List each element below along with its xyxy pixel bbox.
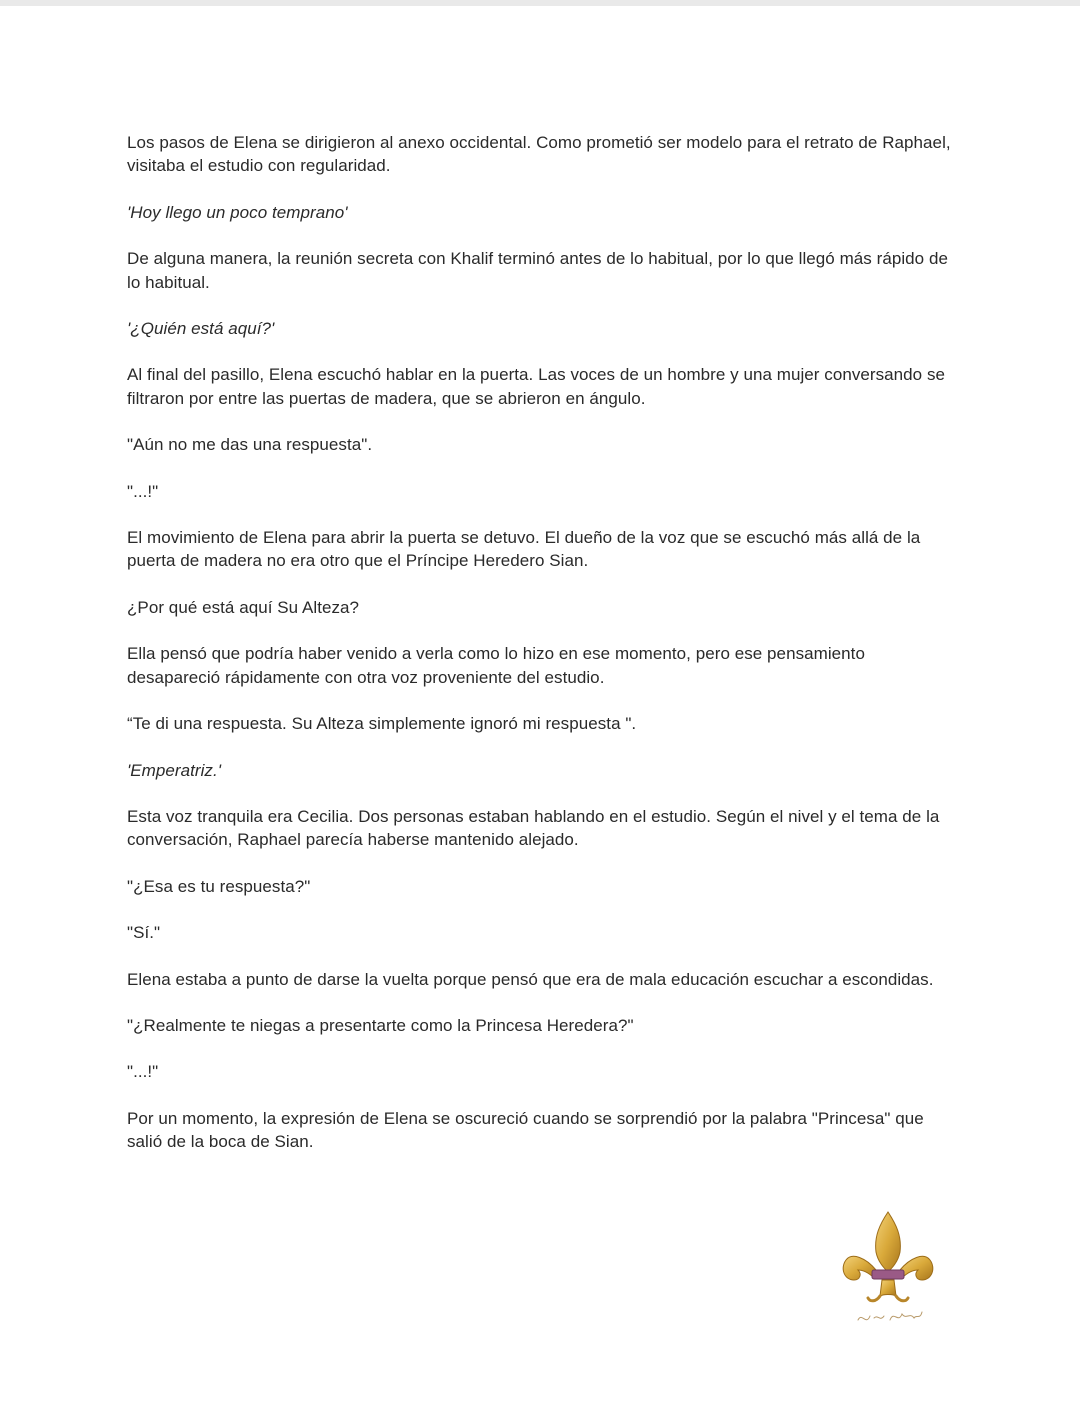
paragraph: De alguna manera, la reunión secreta con Khalif terminó antes de lo habitual, por lo que llegó más rápido de lo habitual.	[127, 249, 948, 292]
paragraph: Al final del pasillo, Elena escuchó hablar en la puerta. Las voces de un hombre y una mujer conversando se filtraron por entre las puertas de madera, que se abrieron en ángulo.	[127, 365, 946, 408]
paragraph: Por un momento, la expresión de Elena se oscureció cuando se sorprendió por la palabra "Princesa" que salió de la boca de Sian.	[127, 1108, 924, 1152]
paragraph: "¿Realmente te niegas a presentarte como la Princesa Heredera?"	[127, 1015, 634, 1035]
top-edge-bar	[0, 0, 1080, 6]
paragraph: Ella pensó que podría haber venido a verla como lo hizo en ese momento, pero ese pensamiento desapareció rápidamente con otra voz proveniente del estudio.	[127, 644, 865, 687]
watermark	[836, 1208, 940, 1332]
paragraph: 'Hoy llego un poco temprano'	[127, 202, 348, 222]
document-body	[127, 131, 957, 1177]
paragraph: ¿Por qué está aquí Su Alteza?	[127, 597, 360, 617]
paragraph: “Te di una respuesta. Su Alteza simplemente ignoró mi respuesta ".	[127, 714, 637, 734]
paragraph: Esta voz tranquila era Cecilia. Dos personas estaban hablando en el estudio. Según el nivel y el tema de la conversación, Raphael parecía haberse mantenido alejado.	[127, 806, 940, 850]
paragraph: "...!"	[127, 481, 159, 501]
paragraph: '¿Quién está aquí?'	[127, 319, 275, 339]
paragraph: El movimiento de Elena para abrir la puerta se detuvo. El dueño de la voz que se escuchó más allá de la puerta de madera no era otro que el Príncipe Heredero Sian.	[127, 528, 921, 571]
paragraph: Elena estaba a punto de darse la vuelta porque pensó que era de mala educación escuchar a escondidas.	[127, 969, 934, 989]
fleur-de-lis-icon	[836, 1208, 940, 1332]
paragraph: "...!"	[127, 1062, 159, 1082]
paragraph: Los pasos de Elena se dirigieron al anexo occidental. Como prometió ser modelo para el retrato de Raphael, visitaba el estudio con regularidad.	[127, 133, 951, 176]
paragraph: "Sí."	[127, 923, 161, 943]
paragraph: "¿Esa es tu respuesta?"	[127, 876, 311, 896]
paragraph: 'Emperatriz.'	[127, 760, 222, 780]
paragraph: "Aún no me das una respuesta".	[127, 435, 373, 455]
